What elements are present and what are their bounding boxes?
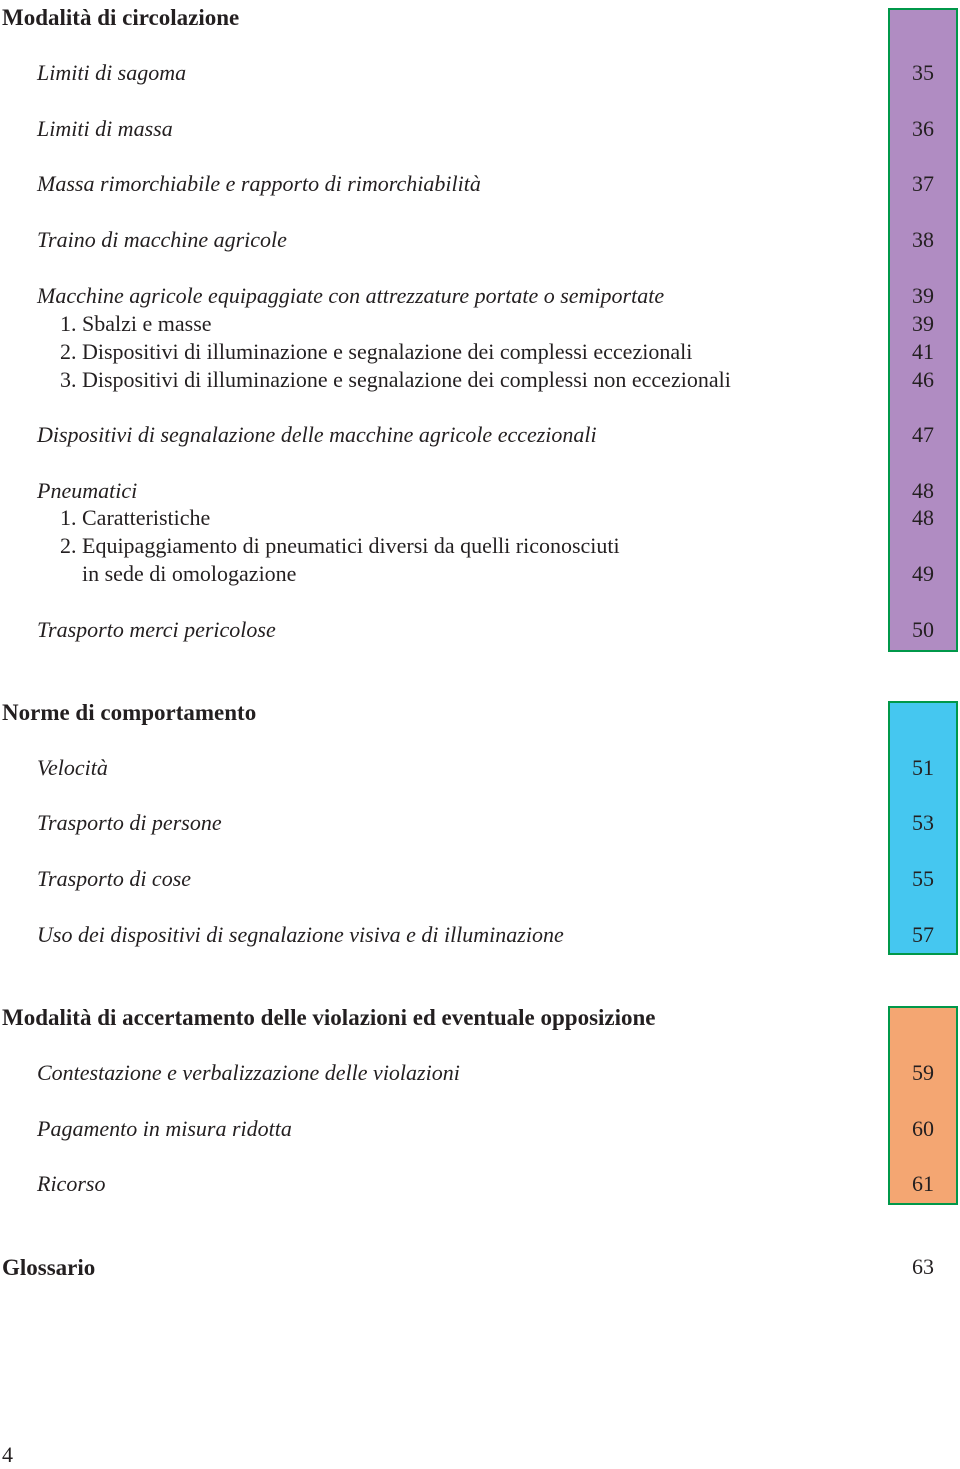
toc-entry: Macchine agricole equipaggiate con attrezzature portate o semiportate — [37, 283, 665, 308]
toc-entry: Uso dei dispositivi di segnalazione visiva e di illuminazione — [37, 922, 564, 947]
glossario-page: 63 — [912, 1254, 934, 1279]
toc-entry: Dispositivi di segnalazione delle macchine agricole eccezionali — [37, 422, 597, 447]
toc-page: 37 — [912, 171, 934, 196]
toc-entry: Trasporto merci pericolose — [37, 617, 276, 642]
section-title: Norme di comportamento — [2, 700, 257, 725]
toc-page: 46 — [912, 367, 934, 392]
glossario-title: Glossario — [2, 1255, 96, 1280]
toc-subentry: 2. Equipaggiamento di pneumatici diversi da quelli riconosciuti — [60, 533, 620, 558]
section-title: Modalità di circolazione — [2, 5, 240, 30]
toc-entry: Contestazione e verbalizzazione delle violazioni — [37, 1060, 460, 1085]
toc-page: 47 — [912, 422, 934, 447]
toc-subentry-continuation: in sede di omologazione — [82, 561, 297, 586]
toc-entry: Limiti di sagoma — [37, 60, 187, 85]
toc-page: 49 — [912, 561, 934, 586]
toc-page: 39 — [912, 311, 934, 336]
toc-page: 59 — [912, 1060, 934, 1085]
toc-subentry: 2. Dispositivi di illuminazione e segnalazione dei complessi eccezionali — [60, 339, 693, 364]
section-title: Modalità di accertamento delle violazioni ed eventuale opposizione — [2, 1005, 656, 1030]
toc-page: 60 — [912, 1116, 934, 1141]
toc-entry: Pneumatici — [37, 478, 138, 503]
toc-page: 38 — [912, 227, 934, 252]
toc-page: 57 — [912, 922, 934, 947]
toc-page: 51 — [912, 755, 934, 780]
toc-entry: Trasporto di persone — [37, 810, 222, 835]
toc-page: 41 — [912, 339, 934, 364]
toc-page: 35 — [912, 60, 934, 85]
toc-subentry: 1. Sbalzi e masse — [60, 311, 212, 336]
toc-subentry: 3. Dispositivi di illuminazione e segnalazione dei complessi non eccezionali — [60, 367, 731, 392]
toc-entry: Limiti di massa — [37, 116, 173, 141]
page-number: 4 — [2, 1442, 13, 1467]
toc-page: 50 — [912, 617, 934, 642]
toc-page: 55 — [912, 866, 934, 891]
toc-page: 39 — [912, 283, 934, 308]
toc-entry: Velocità — [37, 755, 108, 780]
toc-entry: Massa rimorchiabile e rapporto di rimorchiabilità — [37, 171, 481, 196]
toc-page: 48 — [912, 478, 934, 503]
toc-entry: Trasporto di cose — [37, 866, 192, 891]
toc-page: 36 — [912, 116, 934, 141]
toc-subentry: 1. Caratteristiche — [60, 505, 211, 530]
toc-entry: Pagamento in misura ridotta — [37, 1116, 292, 1141]
toc-page: 48 — [912, 505, 934, 530]
toc-page: 53 — [912, 810, 934, 835]
toc-entry: Traino di macchine agricole — [37, 227, 287, 252]
toc-entry: Ricorso — [37, 1171, 106, 1196]
toc-page: 61 — [912, 1171, 934, 1196]
